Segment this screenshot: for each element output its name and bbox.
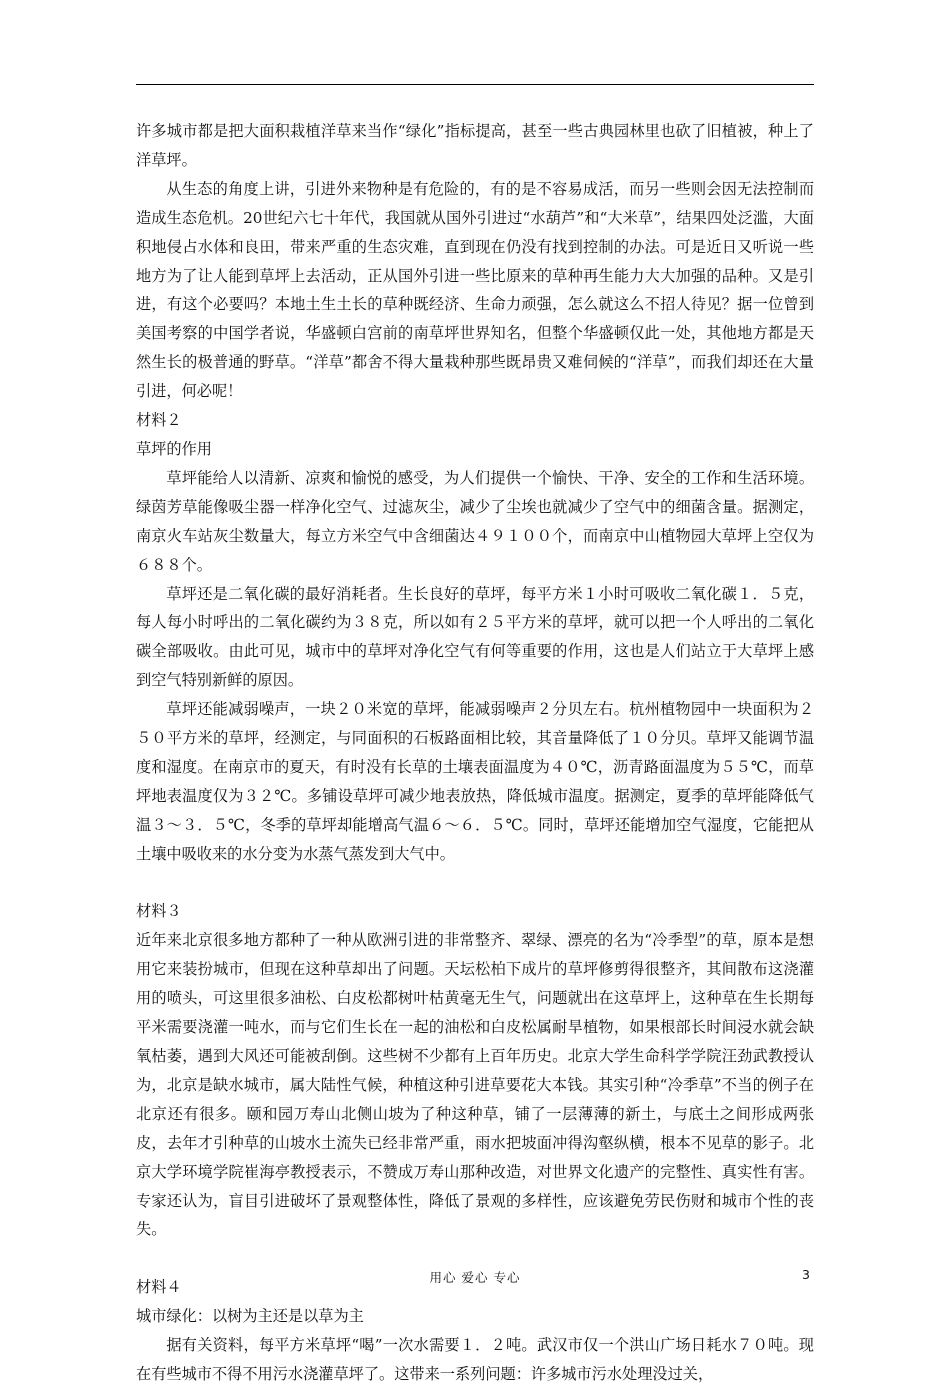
paragraph: 从生态的角度上讲，引进外来物种是有危险的，有的是不容易成活，而另一些则会因无法控制而造成生态危机。20世纪六七十年代，我国就从国外引进过“水葫芦”和“大米草”，结果四处泛滥，大面积地侵占水体和良田，带来严重的生态灾难，直到现在仍没有找到控制的办法。可是近日又听说一些地方为了让人能到草坪上去活动，正从国外引进一些比原来的草种再生能力大大加强的品种。又是引进，有这个必要吗？本地土生土长的草种既经济、生命力顽强，怎么就这么不招人待见？据一位曾到美国考察的中国学者说，华盛顿白宫前的南草坪世界知名，但整个华盛顿仅此一处，其他地方都是天然生长的极普通的野草。“洋草”都舍不得大量栽种那些既昂贵又难伺候的“洋草”，而我们却还在大量引进，何必呢！ xyxy=(136,179,814,401)
section-label: 材料２ xyxy=(136,411,182,430)
footer-motto: 用心 爱心 专心 xyxy=(429,1270,521,1285)
section-label: 材料４ xyxy=(136,1278,182,1297)
paragraph: 草坪还能减弱噪声，一块２０米宽的草坪，能减弱噪声２分贝左右。杭州植物园中一块面积为２５０平方米的草坪，经测定，与同面积的石板路面相比较，其音量降低了１０分贝。草坪又能调节温度和湿度。在南京市的夏天，有时没有长草的土壤表面温度为４０℃，沥青路面温度为５５℃，而草坪地表温度仅为３２℃。多铺设草坪可减少地表放热，降低城市温度。据测定，夏季的草坪能降低气温３～３．５℃，冬季的草坪却能增高气温６～６．５℃。同时，草坪还能增加空气湿度，它能把从土壤中吸收来的水分变为水蒸气蒸发到大气中。 xyxy=(136,700,814,863)
paragraph: 草坪能给人以清新、凉爽和愉悦的感受，为人们提供一个愉快、干净、安全的工作和生活环境。绿茵芳草能像吸尘器一样净化空气、过滤灰尘，减少了尘埃也就减少了空气中的细菌含量。据测定，南京火车站灰尘数量大，每立方米空气中含细菌达４９１００个，而南京中山植物园大草坪上空仅为６８８个。 xyxy=(136,468,814,574)
page-number: 3 xyxy=(802,1267,810,1282)
paragraph: 近年来北京很多地方都种了一种从欧洲引进的非常整齐、翠绿、漂亮的名为“冷季型”的草，原本是想用它来装扮城市，但现在这种草却出了问题。天坛松柏下成片的草坪修剪得很整齐，其间散布这浇灌用的喷头，可这里很多油松、白皮松都树叶枯黄毫无生气，问题就出在这草坪上，这种草在生长期每平米需要浇灌一吨水，而与它们生长在一起的油松和白皮松属耐旱植物，如果根部长时间浸水就会缺氧枯萎，遇到大风还可能被刮倒。这些树不少都有上百年历史。北京大学生命科学学院汪劲武教授认为，北京是缺水城市，属大陆性气候，种植这种引进草要花大本钱。其实引种“冷季草”不当的例子在北京还有很多。颐和园万寿山北侧山坡为了种这种草，铺了一层薄薄的新土，与底土之间形成两张皮，去年才引种草的山坡水土流失已经非常严重，雨水把坡面冲得沟壑纵横，根本不见草的影子。北京大学环境学院崔海亭教授表示，不赞成万寿山那种改造，对世界文化遗产的完整性、真实性有害。专家还认为，盲目引进破坏了景观整体性，降低了景观的多样性，应该避免劳民伤财和城市个性的丧失。 xyxy=(136,931,814,1239)
section-heading: 城市绿化：以树为主还是以草为主 xyxy=(136,1307,364,1326)
paragraph: 许多城市都是把大面积栽植洋草来当作“绿化”指标提高，甚至一些古典园林里也砍了旧植被，种上了洋草坪。 xyxy=(136,122,814,169)
section-label: 材料３ xyxy=(136,902,182,921)
section-heading: 草坪的作用 xyxy=(136,439,212,458)
paragraph: 据有关资料，每平方米草坪“喝”一次水需要１．２吨。武汉市仅一个洪山广场日耗水７０吨。现在有些城市不得不用污水浇灌草坪了。这带来一系列问题：许多城市污水处理没过关， xyxy=(136,1336,814,1383)
header-rule xyxy=(136,84,814,85)
document-body xyxy=(136,117,814,1389)
paragraph: 草坪还是二氧化碳的最好消耗者。生长良好的草坪，每平方米１小时可吸收二氧化碳１．５克，每人每小时呼出的二氧化碳约为３８克，所以如有２５平方米的草坪，就可以把一个人呼出的二氧化碳全部吸收。由此可见，城市中的草坪对净化空气有何等重要的作用，这也是人们站立于大草坪上感到空气特别新鲜的原因。 xyxy=(136,584,814,690)
blank-line xyxy=(136,869,814,898)
